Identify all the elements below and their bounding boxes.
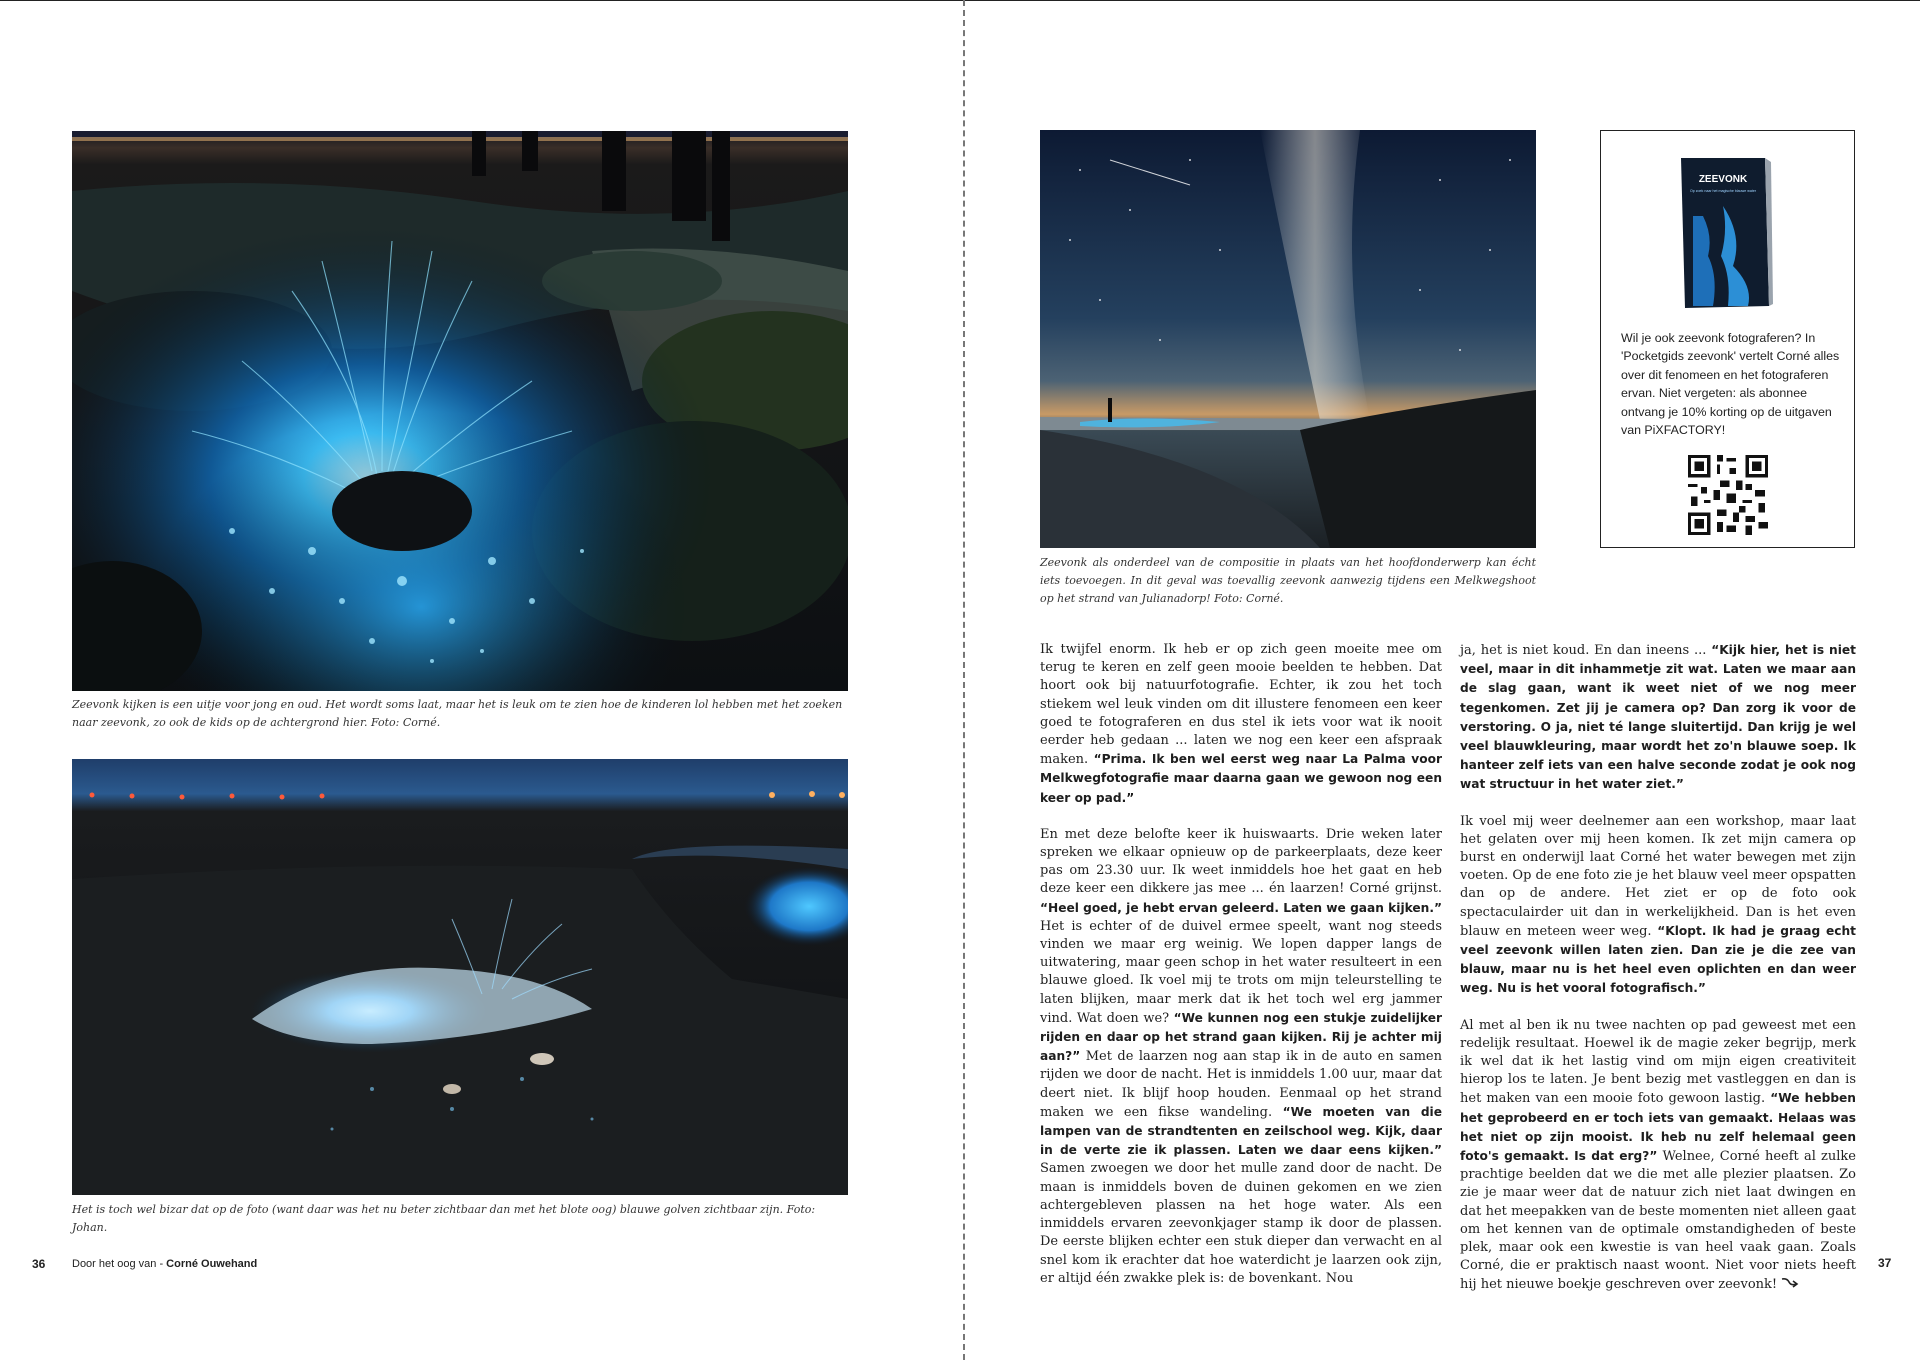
footer-credit bbox=[72, 1258, 257, 1270]
col1-quote: “Heel goed, je hebt ervan geleerd. Laten we gaan kijken.” bbox=[1040, 900, 1442, 915]
col1-text: Het is echter of de duivel ermee speelt, want nog steeds vinden we maar erg weinig. We lopen dapper langs de uitwatering, maar geen schop in het water resulteert in een blauwe gloed. Ik voel mij te trots om mijn teleurstelling te laten blijken, maar merk dat ik het toch wel erg jammer vind. Wat doen we? bbox=[1040, 918, 1442, 1026]
col1-quote: “Prima. Ik ben wel eerst weg naar La Palma voor Melkwegfotografie maar daarna gaan we gewoon nog een keer op pad.” bbox=[1040, 752, 1442, 805]
page-number-left: 36 bbox=[32, 1257, 46, 1271]
col2-text: Ik voel mij weer deelnemer aan een workshop, maar laat het gelaten over mij heen komen. Ik zet mijn camera op burst en onderwijl laat Corné het water bewegen met zijn voeten. Op de ene foto zie je het blauw veel meer opspatten dan op de andere. Het ziet er op de foto ook spectaculairder uit dan in werkelijkheid. Dan is het even blauw en meteen weer weg. bbox=[1460, 813, 1856, 939]
photo-bioluminescent-splash bbox=[72, 131, 848, 691]
paragraph bbox=[1460, 641, 1856, 795]
col1-text: Samen zwoegen we door het mulle zand door de nacht. De maan is inmiddels boven de duinen gekomen en we zien achtergebleven plassen na het hoge water. Als een inmiddels ervaren zeevonkjager stamp ik door de plassen. De eerste blijken echter een stuk dieper dan verwacht en al snel kom ik erachter dat hoe waterdicht je laarzen ook zijn, er altijd één zwakke plek is: de bovenkant. Nou bbox=[1040, 1161, 1442, 1286]
footer-prefix: Door het oog van - bbox=[72, 1258, 167, 1270]
col1-text: Ik twijfel enorm. Ik heb er op zich geen moeite mee om terug te keren en zelf geen mooie beelden te hebben. Dat hoort ook bij natuurfotografie. Echter, ik zou het toch stiekem wel leuk vinden om dit illustere fenomeen een keer goed te fotograferen en dus stel ik iets voor wat ik nooit eerder heb gedaan ... laten we nog een keer een afspraak maken. bbox=[1040, 642, 1442, 768]
col2-quote: “Kijk hier, het is niet veel, maar in dit inhammetje zit wat. Laten we maar aan de slag gaan, want ik weet niet of we nog meer tegenkomen. Zet jij je camera op? Dan zorg ik voor de verstoring. O ja, niet té lange sluitertijd. Dan krijg je wel veel blauwkleuring, maar wordt het zo'n blauwe soep. Ik hanteer zelf iets van een halve seconde zodat je ook nog wat structuur in het water ziet.” bbox=[1460, 643, 1856, 792]
qr-code[interactable] bbox=[1688, 455, 1768, 535]
paragraph bbox=[1460, 813, 1856, 999]
promo-text: Wil je ook zeevonk fotograferen? In 'Pocketgids zeevonk' vertelt Corné alles over dit fenomeen en het fotograferen ervan. Niet vergeten: als abonnee ontvang je 10% korting op de uitgaven van PiXFACTORY! bbox=[1621, 331, 1840, 438]
article-column-2 bbox=[1460, 641, 1856, 1312]
col2-text: ja, het is niet koud. En dan ineens ... bbox=[1460, 643, 1712, 658]
end-arrow-icon bbox=[1781, 1276, 1801, 1294]
caption-top-photo: Zeevonk kijken is een uitje voor jong en oud. Het wordt soms laat, maar het is leuk om te zien hoe de kinderen lol hebben met het zoeken naar zeevonk, zo ook de kids op de achtergrond hier. Foto: Corné. bbox=[72, 698, 843, 729]
col1-text: En met deze belofte keer ik huiswaarts. Drie weken later spreken we elkaar opnieuw op de parkeerplaats, deze keer pas om 23.30 uur. Ik weet inmiddels hoe het gaat en heb deze keer een dikkere jas mee ... én laarzen! Corné grijnst. bbox=[1040, 826, 1442, 897]
book-cover-zeevonk bbox=[1673, 156, 1773, 311]
col1-quote: “We moeten van die lampen van de strandtenten en zeilschool weg. Kijk, daar in de verte zie ik plassen. Laten we daar eens kijken.” bbox=[1040, 1104, 1442, 1158]
paragraph bbox=[1040, 826, 1442, 1288]
article-column-1 bbox=[1040, 641, 1442, 1306]
page-number-right: 37 bbox=[1878, 1256, 1892, 1270]
book-promo-box bbox=[1600, 130, 1855, 548]
photo-blue-wave bbox=[72, 759, 848, 1195]
photo-milky-way-beach bbox=[1040, 130, 1536, 548]
footer-author: Corné Ouwehand bbox=[166, 1258, 258, 1270]
col2-quote: “We hebben het geprobeerd en er toch iets van gemaakt. Helaas was het niet op zijn mooist. Ik heb nu zelf helemaal geen foto's gemaakt. Is dat erg?” bbox=[1460, 1091, 1856, 1164]
paragraph bbox=[1460, 1017, 1856, 1294]
col2-text: Welnee, Corné heeft al zulke prachtige beelden dat we die met alle plezier plaatsen. Zo zie je maar weer dat de natuur zich niet laat dwingen en dat het meepakken van de beste momenten niet alleen gaat om het kennen van de optimale omstandigheden of beste plek, maar ook een kwestie is van heel vaak gaan. Zoals Corné, die er praktisch naast woont. Niet voor niets heeft hij het nieuwe boekje geschreven over zeevonk! bbox=[1460, 1149, 1856, 1292]
col1-quote: “We kunnen nog een stukje zuidelijker rijden en daar op het strand gaan kijken. Rij je achter mij aan?” bbox=[1040, 1010, 1442, 1064]
caption-bottom-photo: Het is toch wel bizar dat op de foto (want daar was het nu beter zichtbaar dan met het blote oog) blauwe golven zichtbaar zijn. Foto: Johan. bbox=[72, 1203, 816, 1234]
paragraph bbox=[1040, 641, 1442, 808]
col2-text: Al met al ben ik nu twee nachten op pad geweest met een redelijk resultaat. Hoewel ik de magie zeker begrijp, merk ik wel dat ik het lastig vind om mijn eigen creativiteit hierop los te laten. Je bent bezig met vastleggen en dan is het maken van een mooie foto gewoon lastig. bbox=[1460, 1017, 1856, 1107]
caption-right-photo: Zeevonk als onderdeel van de compositie in plaats van het hoofdonderwerp kan écht iets toevoegen. In dit geval was toevallig zeevonk aanwezig tijdens een Melkwegshoot op het strand van Julianadorp! Foto: Corné. bbox=[1040, 556, 1536, 605]
col1-text: Met de laarzen nog aan stap ik in de auto en samen rijden we door de nacht. Het is inmiddels 1.00 uur, maar dat deert niet. Ik blijf hoop houden. Eenmaal op het strand maken we een fikse wandeling. bbox=[1040, 1049, 1442, 1120]
col2-quote: “Klopt. Ik had je graag echt veel zeevonk willen laten zien. Dan zie je die zee van blauw, maar nu is het heel even oplichten en dan weer weg. Nu is het vooral fotografisch.” bbox=[1460, 923, 1856, 996]
book-cover-subtitle: Op zoek naar het magische blauwe water bbox=[1689, 189, 1757, 193]
book-cover-title: ZEEVONK bbox=[1698, 174, 1748, 185]
